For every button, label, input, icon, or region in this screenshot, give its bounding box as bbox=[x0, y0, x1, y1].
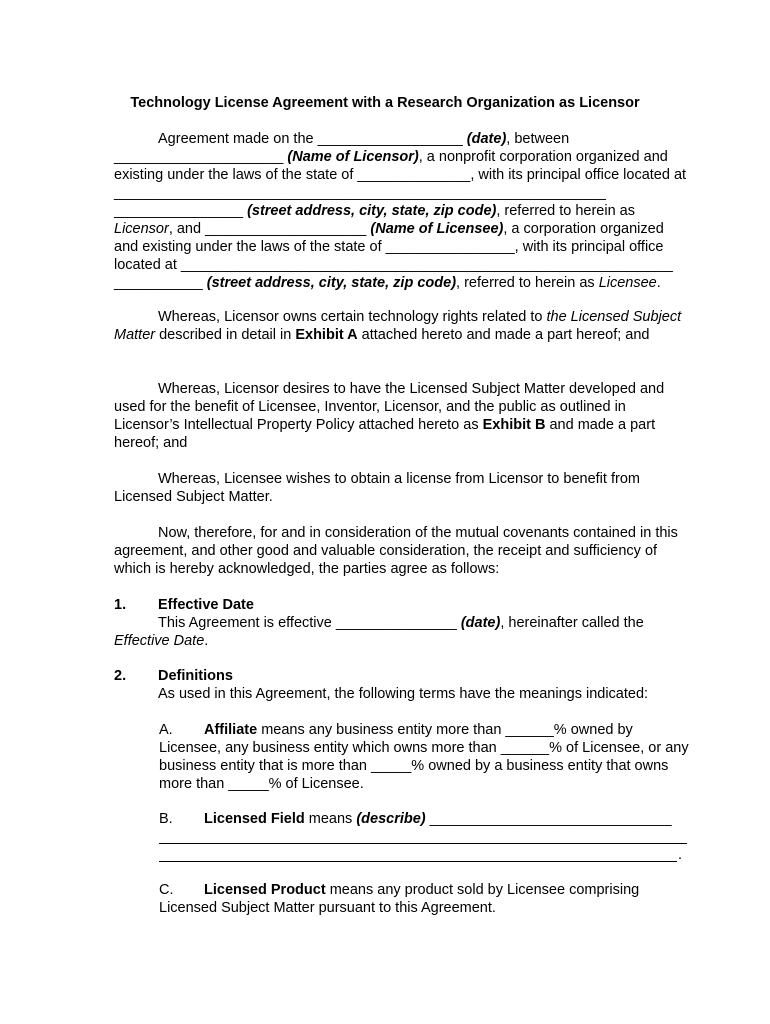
section-text: , hereinafter called the bbox=[500, 615, 644, 631]
section-1-body bbox=[114, 614, 690, 650]
definition-c-letter: C. bbox=[159, 882, 174, 898]
definition-a-letter: A. bbox=[159, 722, 173, 738]
affiliate-term: Affiliate bbox=[204, 722, 258, 738]
intro-text: , and ____________________ bbox=[168, 221, 371, 237]
whereas-text: Whereas, Licensor desires to have the Licensed Subject Matter developed and used for the benefit of Licensee, Inventor, Licensor, and the public as outlined in Licensor’s Intellectual Property Policy attached hereto as bbox=[114, 381, 665, 433]
intro-text: Agreement made on the __________________ bbox=[158, 131, 467, 147]
whereas-text: Whereas, Licensor owns certain technology rights related to bbox=[158, 309, 547, 325]
licensor-term: Licensor bbox=[114, 221, 169, 237]
licensee-address-placeholder: (street address, city, state, zip code) bbox=[206, 275, 457, 291]
whereas-text: described in detail in bbox=[155, 327, 296, 343]
definition-a bbox=[159, 721, 690, 793]
licensed-product-term: Licensed Product bbox=[204, 882, 326, 898]
section-text: . bbox=[204, 633, 209, 649]
definition-c bbox=[159, 881, 690, 917]
whereas-paragraph-1 bbox=[114, 308, 690, 344]
section-1 bbox=[114, 596, 690, 650]
blank-line bbox=[159, 843, 687, 844]
whereas-paragraph-3 bbox=[114, 470, 690, 506]
intro-text: , referred to herein as bbox=[496, 203, 635, 219]
intro-text: . bbox=[656, 275, 661, 291]
definition-text: means any product sold by Licensee comprising Licensed Subject Matter pursuant to this Agreement. bbox=[159, 882, 640, 916]
line-end-period: . bbox=[678, 847, 683, 863]
blank-line bbox=[159, 861, 677, 862]
section-1-heading: Effective Date bbox=[158, 597, 254, 613]
licensor-name-placeholder: (Name of Licensor) bbox=[287, 149, 419, 165]
definition-b bbox=[159, 810, 690, 828]
section-2 bbox=[114, 667, 690, 703]
licensor-address-placeholder: (street address, city, state, zip code) bbox=[247, 203, 497, 219]
exhibit-a-reference: Exhibit A bbox=[295, 327, 358, 343]
effective-date-placeholder: (date) bbox=[460, 615, 501, 631]
now-therefore-text: Now, therefore, for and in consideration of the mutual covenants contained in this agreement, and other good and valuable consideration, the receipt and sufficiency of which is hereby acknowledged, the parties agree as follows: bbox=[114, 525, 678, 577]
licensed-field-term: Licensed Field bbox=[204, 811, 305, 827]
section-2-heading: Definitions bbox=[158, 668, 233, 684]
whereas-text: attached hereto and made a part hereof; and bbox=[357, 327, 650, 343]
definition-text: means any business entity more than ______% owned by Licensee, any business entity which owns more than ______% of Licensee, or any business entity that is more than _____% owned by a business entity that owns more than _____% of Licensee. bbox=[159, 722, 689, 792]
licensee-name-placeholder: (Name of Licensee) bbox=[370, 221, 504, 237]
definition-text: ______________________________ bbox=[425, 811, 672, 827]
describe-placeholder: (describe) bbox=[356, 811, 426, 827]
section-2-intro: As used in this Agreement, the following terms have the meanings indicated: bbox=[158, 686, 649, 702]
document-title: Technology License Agreement with a Research Organization as Licensor bbox=[130, 95, 640, 111]
intro-text: , a corporation organized and existing under the laws of the state of ________________, with its principal office located at _____________________________________________________________ ___________ bbox=[114, 221, 673, 291]
section-text: This Agreement is effective _______________ bbox=[158, 615, 461, 631]
intro-paragraph bbox=[114, 130, 690, 292]
intro-text: , a nonprofit corporation organized and existing under the laws of the state of ______________, with its principal office located at _____________________________________________________________ ________________ bbox=[114, 149, 687, 219]
licensed-subject-matter-term: the Licensed Subject Matter bbox=[114, 309, 682, 343]
whereas-paragraph-2 bbox=[114, 380, 690, 452]
now-therefore-paragraph bbox=[114, 524, 690, 578]
date-placeholder: (date) bbox=[466, 131, 507, 147]
intro-text: , between _____________________ bbox=[114, 131, 570, 165]
whereas-text: and made a part hereof; and bbox=[114, 417, 656, 451]
section-1-number: 1. bbox=[114, 597, 127, 613]
exhibit-b-reference: Exhibit B bbox=[482, 417, 546, 433]
licensee-term: Licensee bbox=[598, 275, 657, 291]
definition-text: means bbox=[304, 811, 357, 827]
section-2-number: 2. bbox=[114, 668, 127, 684]
intro-text: , referred to herein as bbox=[456, 275, 599, 291]
whereas-text: Whereas, Licensee wishes to obtain a license from Licensor to benefit from Licensed Subject Matter. bbox=[114, 471, 640, 505]
effective-date-term: Effective Date bbox=[114, 633, 205, 649]
definition-b-letter: B. bbox=[159, 811, 173, 827]
